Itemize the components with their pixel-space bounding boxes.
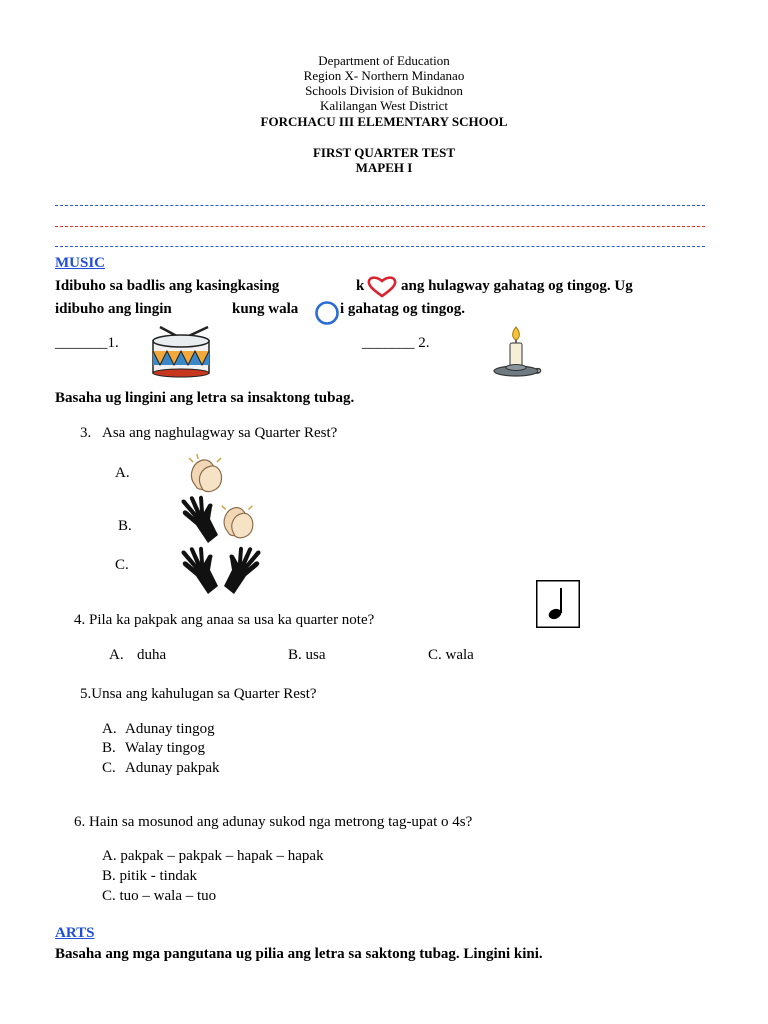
- music-heading: MUSIC: [55, 255, 106, 271]
- division-line: Schools Division of Bukidnon: [305, 83, 463, 98]
- q3-number: 3.: [80, 425, 92, 441]
- instruction-1c: ang hulagway gahatag og tingog. Ug: [401, 278, 633, 294]
- arts-instruction: Basaha ang mga pangutana ug pilia ang letra sa saktong tubag. Lingini kini.: [55, 946, 543, 962]
- q5-option-b-text[interactable]: Walay tingog: [125, 740, 206, 756]
- region-line: Region X- Northern Mindanao: [303, 68, 465, 83]
- q4-text: 4. Pila ka pakpak ang anaa sa usa ka quarter note?: [74, 612, 375, 628]
- q4-option-a-letter[interactable]: A.: [109, 647, 124, 663]
- school-name: FORCHACU III ELEMENTARY SCHOOL: [260, 114, 508, 129]
- q3-option-b[interactable]: B.: [118, 518, 132, 534]
- q4-option-b[interactable]: B. usa: [288, 647, 326, 663]
- q5-option-b-letter[interactable]: B.: [102, 740, 116, 756]
- q3-text: Asa ang naghulagway sa Quarter Rest?: [102, 425, 338, 441]
- arts-heading: ARTS: [55, 925, 95, 941]
- black-hand-icon: [178, 545, 220, 597]
- black-hand-icon: [178, 495, 220, 545]
- item-1-blank[interactable]: _______1.: [55, 335, 119, 351]
- q5-option-c-text[interactable]: Adunay pakpak: [125, 760, 220, 776]
- q5-option-c-letter[interactable]: C.: [102, 760, 116, 776]
- test-title: FIRST QUARTER TEST: [312, 145, 456, 160]
- q4-option-c[interactable]: C. wala: [428, 647, 474, 663]
- black-hand-icon: [222, 545, 264, 597]
- rule-line-2: [55, 226, 705, 227]
- heart-icon: [366, 275, 398, 299]
- clapping-hands-icon: [216, 500, 260, 542]
- item-2-blank[interactable]: _______ 2.: [362, 335, 430, 351]
- circle-icon: [314, 300, 340, 326]
- quarter-note-icon: [536, 580, 580, 628]
- q5-text: 5.Unsa ang kahulugan sa Quarter Rest?: [80, 686, 317, 702]
- q3-option-a[interactable]: A.: [115, 465, 130, 481]
- q3-option-c[interactable]: C.: [115, 557, 129, 573]
- instruction-1a: Idibuho sa badlis ang kasingkasing: [55, 278, 280, 294]
- instruction-2b: kung wala: [232, 301, 299, 317]
- q4-option-a-text[interactable]: duha: [137, 647, 167, 663]
- q5-option-a-letter[interactable]: A.: [102, 721, 117, 737]
- instruction-2a: idibuho ang lingin: [55, 301, 172, 317]
- q6-option-b[interactable]: B. pitik - tindak: [102, 868, 197, 884]
- q6-text: 6. Hain sa mosunod ang adunay sukod nga metrong tag-upat o 4s?: [74, 814, 473, 830]
- dept-line: Department of Education: [318, 53, 450, 68]
- candle-icon: [490, 325, 542, 379]
- q6-option-c[interactable]: C. tuo – wala – tuo: [102, 888, 217, 904]
- rule-line-3: [55, 246, 705, 247]
- instruction-1b: k: [356, 278, 365, 294]
- drum-icon: [148, 325, 214, 377]
- clapping-hands-icon: [183, 452, 229, 496]
- instruction-2c: i gahatag og tingog.: [340, 301, 466, 317]
- subject-title: MAPEH I: [355, 160, 413, 175]
- q5-option-a-text[interactable]: Adunay tingog: [125, 721, 215, 737]
- instruction-3: Basaha ug lingini ang letra sa insaktong tubag.: [55, 390, 355, 406]
- q6-option-a[interactable]: A. pakpak – pakpak – hapak – hapak: [102, 848, 324, 864]
- rule-line-1: [55, 205, 705, 206]
- district-line: Kalilangan West District: [320, 98, 448, 113]
